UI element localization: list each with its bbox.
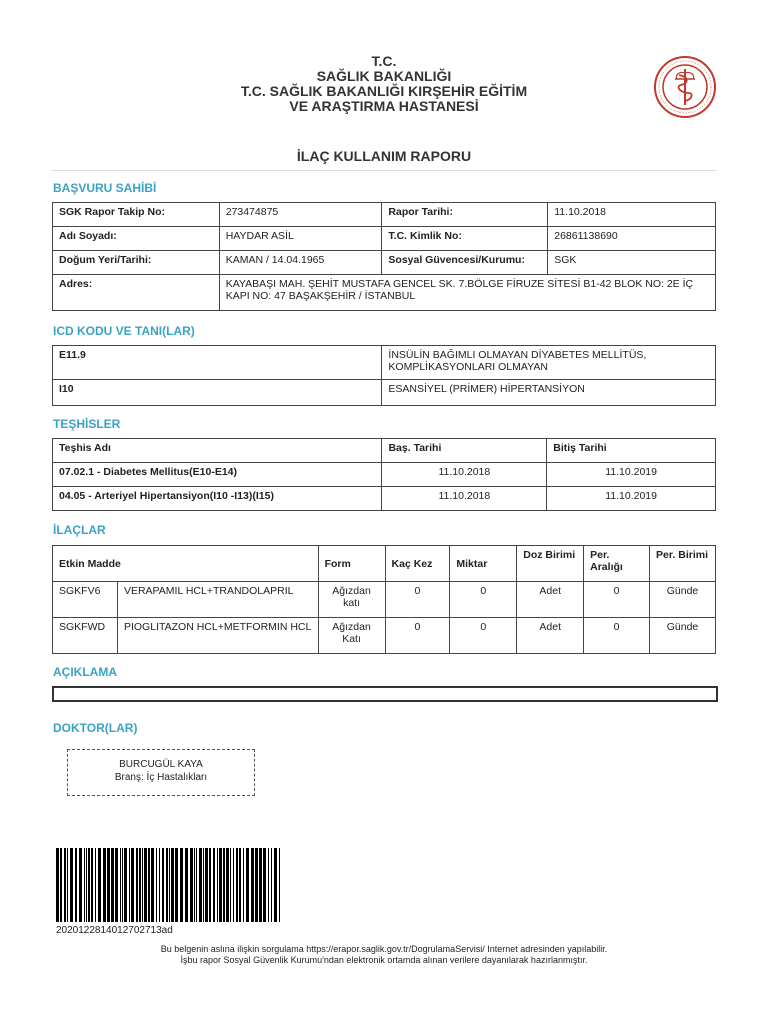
doctor-card xyxy=(67,749,255,796)
adres-value: KAYABAŞI MAH. ŞEHİT MUSTAFA GENCEL SK. 7.BÖLGE FİRUZE SİTESİ B1-42 BLOK NO: 2E İÇ KAPI NO: 47 BAŞAKŞEHİR / İSTANBUL xyxy=(219,275,715,311)
col-per-birimi: Per. Birimi xyxy=(650,546,716,582)
icd-desc: ESANSİYEL (PRİMER) HİPERTANSİYON xyxy=(382,380,716,406)
diagnosis-start: 11.10.2018 xyxy=(382,463,547,487)
icd-table xyxy=(52,345,716,406)
dogum-value: KAMAN / 14.04.1965 xyxy=(219,251,382,275)
barcode-icon xyxy=(56,848,280,922)
drug-kac: 0 xyxy=(385,582,450,618)
diagnosis-name: 04.05 - Arteriyel Hipertansiyon(I10 -I13)(I15) xyxy=(53,487,382,511)
drug-per-birim: Günde xyxy=(650,582,716,618)
icd-code: E11.9 xyxy=(53,346,382,380)
doctor-branch: Branş: İç Hastalıkları xyxy=(114,772,208,783)
ministry-of-health-seal-icon xyxy=(653,55,717,119)
col-doz-birimi: Doz Birimi xyxy=(517,546,584,582)
header-ministry: SAĞLIK BAKANLIĞI xyxy=(316,68,452,84)
sosyal-value: SGK xyxy=(548,251,716,275)
footer xyxy=(0,944,768,966)
section-icd: ICD KODU VE TANI(LAR) xyxy=(53,324,195,338)
col-etkin-madde: Etkin Madde xyxy=(53,546,319,582)
diagnosis-table xyxy=(52,438,716,511)
section-ilaclar: İLAÇLAR xyxy=(53,523,106,537)
drug-name: PIOGLITAZON HCL+METFORMIN HCL xyxy=(117,618,318,654)
diagnosis-end: 11.10.2019 xyxy=(547,487,716,511)
drugs-table xyxy=(52,545,716,654)
diagnosis-end: 11.10.2019 xyxy=(547,463,716,487)
section-basvuru: BAŞVURU SAHİBİ xyxy=(53,181,157,195)
divider xyxy=(52,170,716,171)
rapor-tarihi-value: 11.10.2018 xyxy=(548,203,716,227)
rapor-tarihi-label: Rapor Tarihi: xyxy=(382,203,548,227)
applicant-table xyxy=(52,202,716,311)
sgk-label: SGK Rapor Takip No: xyxy=(53,203,220,227)
drug-doz: Adet xyxy=(517,582,584,618)
report-title: İLAÇ KULLANIM RAPORU xyxy=(296,148,472,164)
footer-line2: İşbu rapor Sosyal Güvenlik Kurumu'ndan elektronik ortamda alınan verilere dayanılarak hazırlanmıştır. xyxy=(180,955,588,965)
section-aciklama: AÇIKLAMA xyxy=(53,665,117,679)
footer-line1: Bu belgenin aslına ilişkin sorgulama https://erapor.saglik.gov.tr/DogrulamaServisi/ Internet adresinden yapılabilir. xyxy=(160,944,608,954)
drug-doz: Adet xyxy=(517,618,584,654)
col-kac-kez: Kaç Kez xyxy=(385,546,450,582)
drug-per-birim: Günde xyxy=(650,618,716,654)
drug-per-aralik: 0 xyxy=(584,582,650,618)
icd-desc: İNSÜLİN BAĞIMLI OLMAYAN DİYABETES MELLİTÜS, KOMPLİKASYONLARI OLMAYAN xyxy=(382,346,716,380)
adi-value: HAYDAR ASİL xyxy=(219,227,382,251)
col-bitis-tarihi: Bitiş Tarihi xyxy=(547,439,716,463)
col-miktar: Miktar xyxy=(450,546,517,582)
barcode-number: 2020122814012702713ad xyxy=(56,925,173,936)
diagnosis-start: 11.10.2018 xyxy=(382,487,547,511)
drug-miktar: 0 xyxy=(450,618,517,654)
aciklama-box xyxy=(52,686,718,702)
icd-code: I10 xyxy=(53,380,382,406)
col-bas-tarihi: Baş. Tarihi xyxy=(382,439,547,463)
col-teshis-adi: Teşhis Adı xyxy=(53,439,382,463)
col-form: Form xyxy=(318,546,385,582)
section-doktor: DOKTOR(LAR) xyxy=(53,721,138,735)
dogum-label: Doğum Yeri/Tarihi: xyxy=(53,251,220,275)
sosyal-label: Sosyal Güvencesi/Kurumu: xyxy=(382,251,548,275)
tc-label: T.C. Kimlik No: xyxy=(382,227,548,251)
diagnosis-name: 07.02.1 - Diabetes Mellitus(E10-E14) xyxy=(53,463,382,487)
drug-form: Ağızdan katı xyxy=(318,582,385,618)
drug-kac: 0 xyxy=(385,618,450,654)
drug-miktar: 0 xyxy=(450,582,517,618)
header-hospital-line1: T.C. SAĞLIK BAKANLIĞI KIRŞEHİR EĞİTİM xyxy=(240,83,528,99)
drug-code: SGKFV6 xyxy=(53,582,118,618)
section-teshis: TEŞHİSLER xyxy=(53,417,121,431)
adres-label: Adres: xyxy=(53,275,220,311)
adi-label: Adı Soyadı: xyxy=(53,227,220,251)
sgk-value: 273474875 xyxy=(219,203,382,227)
header-tc: T.C. xyxy=(371,53,397,69)
drug-name: VERAPAMIL HCL+TRANDOLAPRIL xyxy=(117,582,318,618)
drug-form: Ağızdan Katı xyxy=(318,618,385,654)
drug-per-aralik: 0 xyxy=(584,618,650,654)
header-hospital-line2: VE ARAŞTIRMA HASTANESİ xyxy=(289,98,479,114)
doctor-name: BURCUGÜL KAYA xyxy=(119,759,203,770)
tc-value: 26861138690 xyxy=(548,227,716,251)
col-per-araligi: Per. Aralığı xyxy=(584,546,650,582)
drug-code: SGKFWD xyxy=(53,618,118,654)
